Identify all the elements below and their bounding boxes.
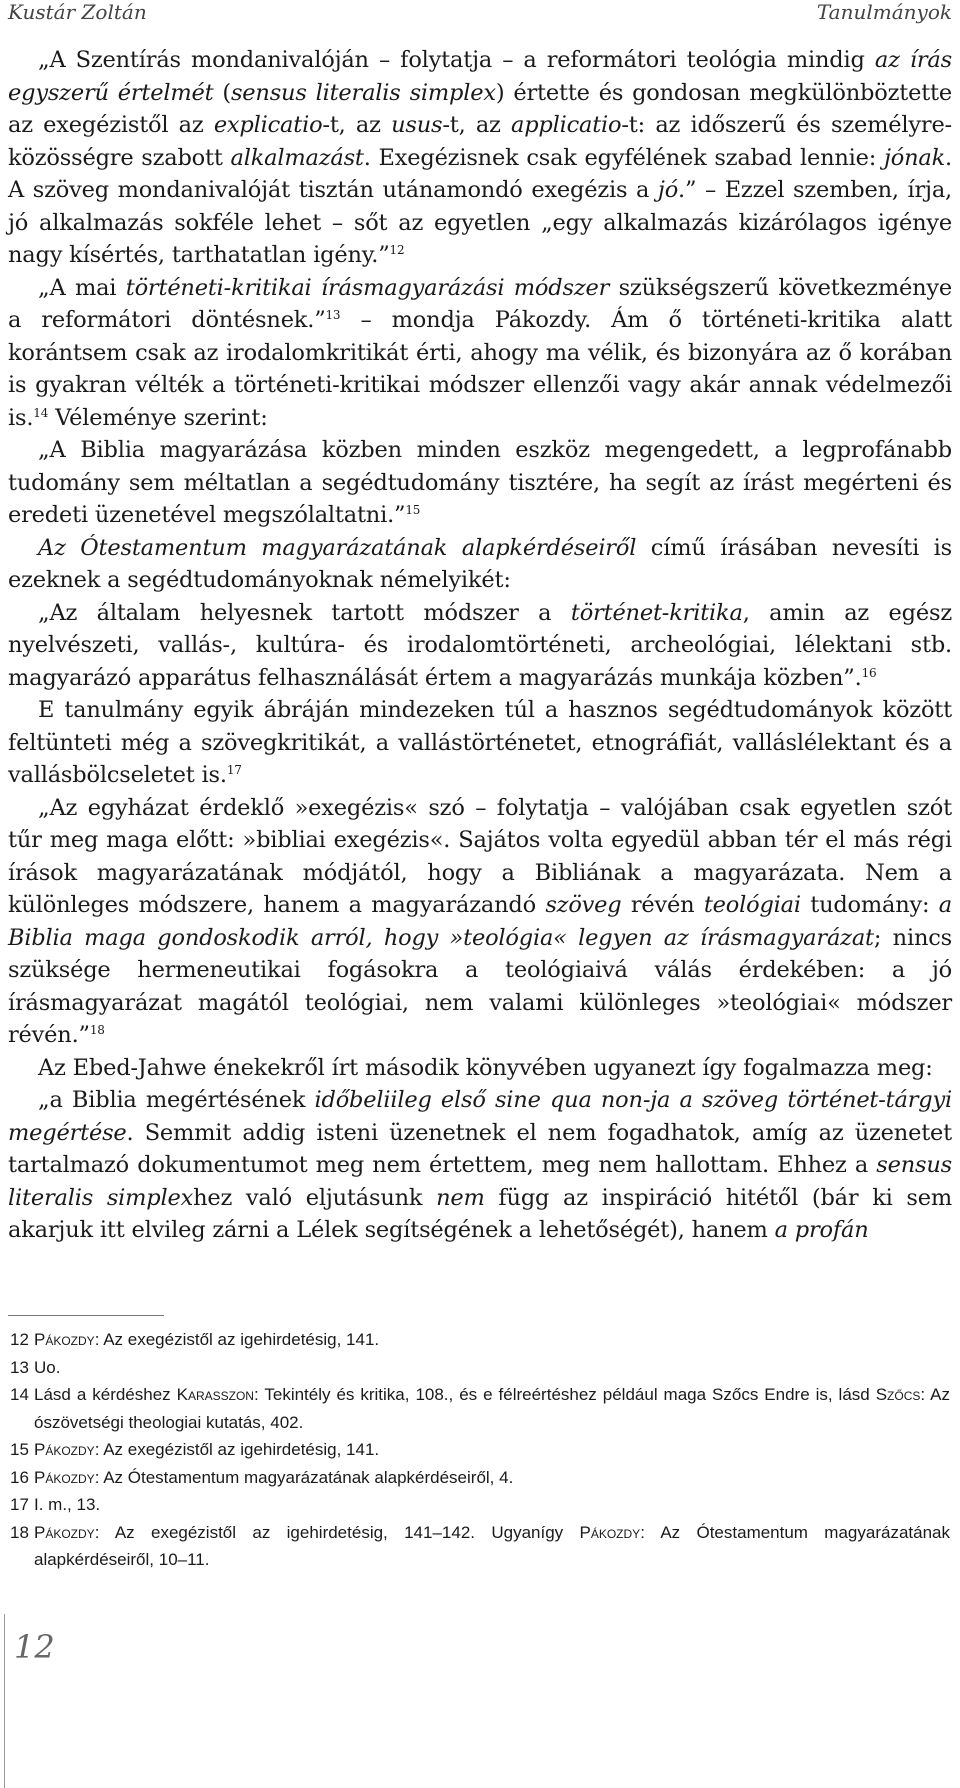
page-number: 12	[14, 1628, 55, 1666]
footnote-text: I. m., 13.	[34, 1495, 101, 1514]
page-number-rule	[4, 1614, 5, 1788]
footnote-number: 16	[10, 1467, 29, 1487]
footnote-text: Az exegézistől az igehirdetésig, 141–142. Ugyanígy	[114, 1522, 580, 1542]
footnote-text: Tekintély és kritika, 108., és e félreértéshez például maga Szőcs Endre is, lásd	[264, 1385, 876, 1404]
footnote-author: Szőcs	[875, 1385, 921, 1404]
paragraph: „A mai történeti-kritikai írásmagyarázási módszer szükségszerű következménye a reformátori döntésnek.”$^{13}$ – mondja Pákozdy. Ám ő történeti-kritika alatt korántsem csak az irodalomkritikát érti, ahogy ma vélik, és bizonyára az ő korában is gyakran vélték a történeti-kritikai módszer ellenzői vagy akár annak védelmezői is.$^{14}$ Véleménye szerint:	[8, 274, 952, 431]
footnote-text: Az ószövetségi theologiai kutatás, 402.	[34, 1385, 950, 1432]
footnote-number: 12	[10, 1330, 29, 1349]
body-text	[8, 44, 952, 1247]
footnote-number: 18	[10, 1522, 29, 1542]
footnotes	[10, 1326, 950, 1574]
paragraph: „A Szentírás mondanivalóján – folytatja – a reformátori teológia mindig az írás egyszerű értelmét (sensus literalis simplex) értette és gondosan megkülönböztette az exegézistől az explicatio-t, az usus-t, az applicatio-t: az időszerű és személyre-közösségre szabott alkalmazást. Exegézisnek csak egyfélének szabad lennie: jónak. A szöveg mondanivalóját tisztán utánamondó exegézis a jó.” – Ezzel szemben, írja, jó alkalmazás sokféle lehet – sőt az egyetlen „egy alkalmazás kizárólagos igénye nagy kísértés, tarthatatlan igény.”$^{12}$	[8, 47, 953, 268]
footnote-author: Pákozdy	[34, 1467, 95, 1487]
running-header-section: Tanulmányok	[816, 0, 952, 24]
footnote-text: Az exegézistől az igehirdetésig, 141.	[103, 1330, 380, 1349]
paragraph: „Az általam helyesnek tartott módszer a történet-kritika, amin az egész nyelvészeti, vallás-, kultúra- és irodalomtörténeti, archeológiai, lélektani stb. magyarázó apparátus felhasználását értem a magyarázás munkája közben”.$^{16}$	[8, 599, 952, 691]
paragraph: „Az egyházat érdeklő »exegézis« szó – folytatja – valójában csak egyetlen szót tűr meg maga előtt: »bibliai exegézis«. Sajátos volta egyedül abban tér el más régi írások magyarázatának módjától, hogy a Bibliának a magyarázata. Nem a különleges módszere, hanem a magyarázandó szöveg révén teológiai tudomány: a Biblia maga gondoskodik arról, hogy »teológia« legyen az írásmagyarázat; nincs szüksége hermeneutikai fogásokra a teológiaivá válás érdekében: a jó írásmagyarázat magától teológiai, nem valami különleges »teológiai« módszer révén.”$^{18}$	[8, 794, 953, 1048]
footnote-text: Az exegézistől az igehirdetésig, 141.	[103, 1440, 380, 1459]
footnote-author: Pákozdy	[34, 1330, 95, 1349]
footnote	[10, 1354, 950, 1382]
footnote: 18 Pákozdy: Az exegézistől az igehirdetésig, 141–142. Ugyanígy Pákozdy: Az Ótestamentum magyarázatának alapkérdéseiről, 10–11.	[10, 1519, 950, 1574]
footnote-author: Karasszon	[176, 1385, 254, 1404]
footnote-divider	[8, 1315, 164, 1316]
footnote	[10, 1491, 950, 1519]
paragraph: Az Ótestamentum magyarázatának alapkérdéseiről című írásában nevesíti is ezeknek a segédtudományoknak némelyikét:	[8, 534, 952, 593]
footnote-number: 15	[10, 1440, 29, 1459]
footnote: 15 Pákozdy: Az exegézistől az igehirdetésig, 141.	[10, 1436, 950, 1464]
footnote-text: Az Ótestamentum magyarázatának alapkérdéseiről, 4.	[103, 1467, 514, 1487]
footnote-author: Pákozdy	[579, 1522, 641, 1542]
footnote-author: Pákozdy	[34, 1440, 95, 1459]
footnote-number: 17	[10, 1495, 29, 1514]
footnote: 16 Pákozdy: Az Ótestamentum magyarázatának alapkérdéseiről, 4.	[10, 1464, 950, 1492]
footnote: 12 Pákozdy: Az exegézistől az igehirdetésig, 141.	[10, 1326, 950, 1354]
footnote-text: Az Ótestamentum magyarázatának alapkérdéseiről, 10–11.	[34, 1522, 950, 1569]
footnote-author: Pákozdy	[34, 1522, 95, 1542]
running-header-author: Kustár Zoltán	[8, 0, 147, 24]
paragraph: „a Biblia megértésének időbeliileg első sine qua non-ja a szöveg történet-tárgyi megértése. Semmit addig isteni üzenetnek el nem fogadhatok, amíg az üzenetet tartalmazó dokumentumot meg nem értettem, meg nem hallottam. Ehhez a sensus literalis simplexhez való eljutásunk nem függ az inspiráció hitétől (bár ki sem akarjuk itt elvileg zárni a Lélek segítségének a lehetőségét), hanem a profán	[8, 1087, 952, 1243]
footnote-number: 13	[10, 1357, 29, 1377]
footnote-text: Uo.	[34, 1357, 61, 1377]
paragraph: Az Ebed-Jahwe énekekről írt második könyvében ugyanezt így fogalmazza meg:	[38, 1054, 933, 1081]
footnote-text: Lásd a kérdéshez	[34, 1385, 177, 1404]
paragraph: E tanulmány egyik ábráján mindezeken túl a hasznos segédtudományok között feltünteti még a szövegkritikát, a vallástörténetet, etnográfiát, valláslélektant és a vallásbölcseletet is.$^{17}$	[8, 697, 952, 788]
footnote-number: 14	[10, 1385, 29, 1404]
footnote: 14 Lásd a kérdéshez Karasszon: Tekintély és kritika, 108., és e félreértéshez például maga Szőcs Endre is, lásd Szőcs: Az ószövetségi theologiai kutatás, 402.	[10, 1381, 950, 1436]
paragraph: „A Biblia magyarázása közben minden eszköz megengedett, a legprofánabb tudomány sem méltatlan a segédtudomány tisztére, ha segít az írást megérteni és eredeti üzenetével megszólaltatni.”$^{15}$	[8, 437, 952, 528]
